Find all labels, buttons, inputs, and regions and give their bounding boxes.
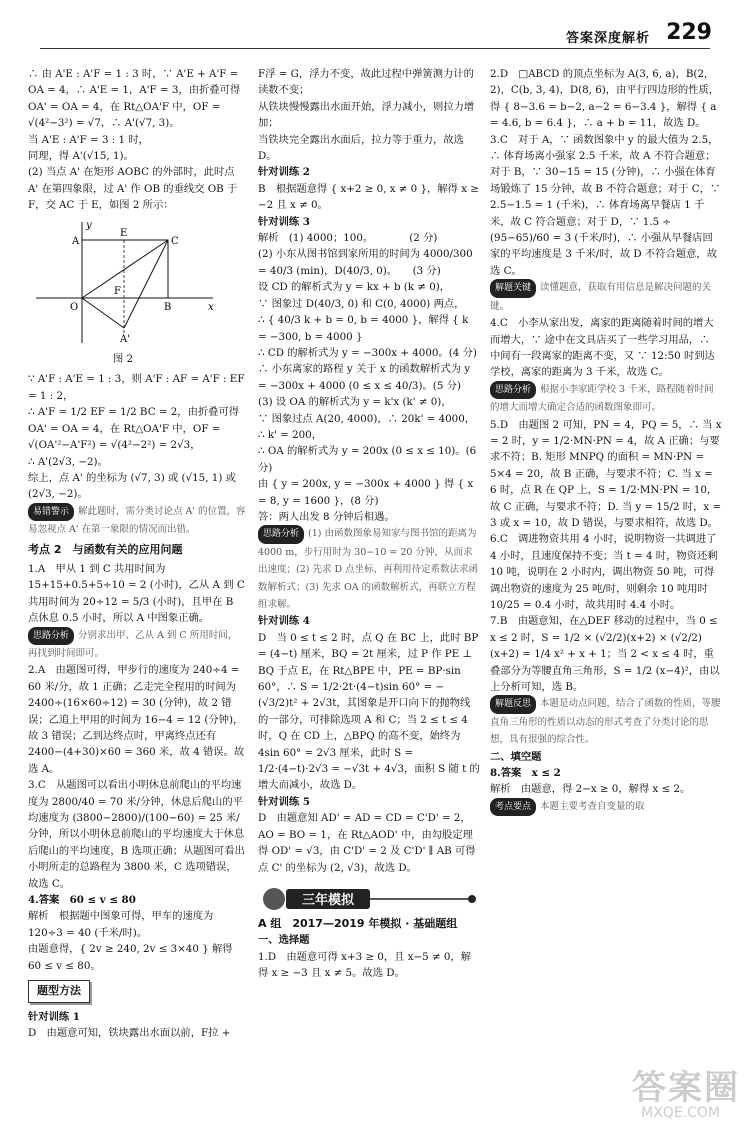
c1-p6: ∴ A'F = 1/2 EF = 1/2 BC = 2，由折叠可得 — [28, 406, 240, 419]
analysis-tag-1: 思路分析 — [28, 627, 74, 645]
warning-tag: 易错警示 — [28, 503, 74, 521]
c1-q4: 4.答案 60 ≤ v ≤ 80 — [28, 894, 136, 907]
watermark-url: MXQE.COM — [641, 1105, 720, 1121]
analysis-tag-2: 思路分析 — [258, 525, 304, 543]
page-header — [0, 0, 750, 50]
t3j: ∴ k' = 200， — [258, 428, 323, 441]
c1-q4b: 由题意得，{ 2v ≥ 240, 2v ≤ 3×40 } 解得 60 ≤ v ≤ 80。 — [28, 943, 233, 972]
c2-p3: 当铁块完全露出水面后，拉力等于重力，故选 D。 — [258, 133, 464, 163]
reflect-text: 本题是动点问题，结合了函数的性质，等腰直角三角形的性质以动态的形式考查了分类讨论的思想，具有很强的综合性。 — [490, 698, 721, 746]
training-5-answer: D 由题意知 AD' = AD = CD = C'D' = 2，AO = BO = 1，在 Rt△AOD' 中，由勾股定理得 OD' = √3，由 C'D' = 2 及 C'D' ∥ AB 可得点 C' 的坐标为 (2, √3)，故选 D。 — [258, 812, 476, 874]
fig-label-A-prime: A' — [120, 333, 130, 345]
t3i: ∵ 图象过点 A(20, 4000)，∴ 20k' = 4000， — [258, 412, 476, 425]
t3h: (3) 设 OA 的解析式为 y = k'x (k' ≠ 0)， — [258, 396, 452, 409]
training-3-title: 针对训练 3 — [258, 215, 310, 228]
fig-label-O: O — [70, 301, 79, 313]
training-4-title: 针对训练 4 — [258, 615, 310, 628]
t3b: (2) 小东从图书馆到家所用的时间为 4000/300 = 40/3 (min)，D(40/3, 0)。 (3 分) — [258, 248, 473, 277]
fig-label-B: B — [164, 301, 172, 313]
t3a: 解析 (1) 4000；100。 (2 分) — [258, 232, 438, 245]
point-tag: 考点要点 — [490, 798, 536, 816]
analysis-text-3: 根据小李家距学校 3 千米，路程随着时间的增大而增大确定合适的函数图象即可。 — [490, 383, 714, 414]
section-fill: 二、填空题 — [490, 750, 542, 763]
training-2-answer: B 根据题意得 { x+2 ≥ 0, x ≠ 0 }，解得 x ≥ −2 且 x ≠ 0。 — [258, 182, 479, 212]
t3g: ∴ 小东离家的路程 y 关于 x 的函数解析式为 y = −300x + 4000 (0 ≤ x ≤ 40/3)。(5 分) — [258, 363, 471, 392]
c1-q4a: 解析 根据题中图象可得，甲车的速度为 120÷3 = 40 (千米/时)。 — [28, 910, 214, 939]
c1-q3: 3.C 从题图可以看出小明休息前爬山的平均速度为 2800/40 = 70 米/分钟，休息后爬山的平均速度为 (3800−2800)/(100−60) = 25 米/分钟，所以小明休息前爬山的平均速度大于休息后爬山的平均速度，B 选项正确；从题图可看出小明所走的总路程为 3800 米，C 选项错误，故选 C。 — [28, 779, 245, 890]
c1-q1: 1.A 甲从 1 到 C 共用时间为 15+15+0.5+5÷10 = 2 (小时)，乙从 A 到 C 共用时间为 20÷12 = 5/3 (小时)，且甲在 B 点休息 0.5 小时，所以 A 中图象正确。 — [28, 562, 245, 625]
c3-q7: 7.B 由题意知，在△DEF 移动的过程中，当 0 ≤ x ≤ 2 时，S = 1/2 × (√2/2)(x+2) × (√2/2)(x+2) = 1/4 x² + x + 1；当 2 < x ≤ 4 时，重叠部分为等腰直角三角形，S = 1/2 (x−4)²，由以上分析可知，选 B。 — [490, 615, 720, 694]
section-choice: 一、选择题 — [258, 934, 310, 947]
figure-2-caption: 图 2 — [112, 353, 134, 366]
analysis-text-1: 分别求出甲、乙从 A 到 C 所用时间，再找到时间即可。 — [28, 629, 238, 659]
fig-label-C: C — [171, 235, 179, 247]
c2-p1: F浮 = G，浮力不变，故此过程中弹簧测力计的读数不变； — [258, 68, 474, 97]
section-kaodian-2: 考点 2 与函数有关的应用问题 — [28, 542, 183, 556]
reflect-tag: 解题反思 — [490, 695, 536, 713]
c2-q1: 1.D 由题意可得 x+3 ≥ 0，且 x−5 ≠ 0，解得 x ≥ −3 且 x ≠ 5。故选 D。 — [258, 950, 472, 980]
column-1 — [28, 66, 246, 1041]
fig-label-F: F — [114, 285, 121, 297]
training-5-title: 针对训练 5 — [258, 795, 310, 808]
c3-q8a: 解析 由题意，得 2−x ≥ 0，解得 x ≤ 2。 — [490, 783, 691, 796]
analysis-text-2: (1) 由函数图象易知家与图书馆的距离为 4000 m，步行用时为 30−10 = 20 分钟，从而求出速度；(2) 先求 D 点坐标，再利用待定系数法求函数解析式；(3) 先求 OA 的函数解析式，再联立方程组求解。 — [258, 528, 479, 610]
c1-p5: ∵ A'F : A'E = 1 : 3，则 A'F : AF = A'F : EF = 1 : 2， — [28, 373, 245, 402]
page-number: 229 — [666, 20, 712, 45]
t3e: ∴ { 40/3 k + b = 0, b = 4000 }，解得 { k = −300, b = 4000 } — [258, 314, 469, 343]
c3-q6: 6.C 调进物资共用 4 小时，说明物资一共调进了 4 小时，且速度保持不变；当 t = 4 时，物资还剩 10 吨，说明在 2 小时内，调出物资 50 吨，可得调出物资的速度为 25 吨/时，则剩余 10 吨用时 10/25 = 0.4 小时，故共用时 4.4 小时。 — [490, 533, 718, 611]
c3-q5: 5.D 由题图 2 可知，PN = 4，PQ = 5，∴ 当 x = 2 时，y = 1/2·MN·PN = 4，故 A 正确；与要求不符；B. 矩形 MNPQ 的面积 = MN·PN = 5×4 = 20，故 B 正确，与要求不符；C. 当 x = 6 时，点 R 在 QP 上，S = 1/2·MN·PN = 10，故 C 正确，与要求不符；D. 当 y = 15/2 时，x = 3 或 x = 10，故 D 错误，与要求相符，故选 D。 — [490, 418, 722, 529]
t3f: ∴ CD 的解析式为 y = −300x + 4000。(4 分) — [258, 346, 477, 359]
header-title: 答案深度解析 — [565, 31, 650, 46]
analysis-tag-3: 思路分析 — [490, 381, 536, 399]
c1-p7: OA' = OA = 4，在 Rt△OA'F 中，OF = √(OA'²−A'F²) = √(4²−2²) = 2√3， — [28, 422, 221, 452]
header-rule — [40, 48, 710, 49]
fig-label-x: x — [208, 301, 214, 313]
fig-label-A: A — [72, 235, 80, 247]
watermark-logo: 答案圈 — [632, 1068, 740, 1108]
point-text: 本题主要考查自变量的取 — [540, 800, 645, 812]
c1-q2: 2.A 由题图可得，甲步行的速度为 240÷4 = 60 米/分，故 1 正确；乙走完全程用的时间为 2400÷(16×60÷12) = 30 (分钟)，故 2 错误；乙追上甲用的时间为 16−4 = 12 (分钟)，故 3 错误；乙到达终点时，甲离终点还有 2400−(4+30)×60 = 360 米，故 4 错误。故选 A。 — [28, 664, 245, 775]
three-year-banner — [258, 886, 480, 912]
column-2 — [258, 66, 480, 982]
c2-p2: 从铁块慢慢露出水面开始，浮力减小，则拉力增加； — [258, 100, 475, 130]
c1-p2: 当 A'E : A'F = 3 : 1 时， — [28, 133, 149, 146]
warning-text: 解此题时，需分类讨论点 A' 的位置，容易忽视点 A' 在第一象限的情况而出错。 — [28, 505, 246, 536]
c1-p9: 综上，点 A' 的坐标为 (√7, 3) 或 (√15, 1) 或 (2√3, −2)。 — [28, 471, 236, 501]
group-a-title: A 组 2017—2019 年模拟 · 基础题组 — [258, 916, 458, 930]
t3c: 设 CD 的解析式为 y = kx + b (k ≠ 0)， — [258, 281, 451, 294]
figure-2 — [28, 218, 246, 368]
c1-p4: (2) 当点 A' 在矩形 AOBC 的外部时，此时点 A' 在第四象限，过 A' 作 OB 的垂线交 OB 于 F，交 AC 于 E，如图 2 所示： — [28, 166, 238, 212]
c3-q2: 2.D □ABCD 的顶点坐标为 A(3, 6, a)，B(2, 2)，C(b, 3, 4)，D(8, 6)，由平行四边形的性质，得 { 8−3.6 = b−2, a−2 = 6−3.4 }，解得 { a = 4.6, b = 6.4 }，∴ a + b = 11，故选 D。 — [490, 68, 720, 130]
c1-p8: ∴ A'(2√3, −2)。 — [28, 455, 108, 468]
c3-q3: 3.C 对于 A，∵ 函数图象中 y 的最大值为 2.5，∴ 体育场离小强家 2.5 千米，故 A 不符合题意；对于 B，∵ 30−15 = 15 (分钟)，∴ 小强在体育场锻炼了 15 分钟，故 B 不符合题意；对于 C，∵ 2.5−1.5 = 1 (千米)，∴ 体育场离早餐店 1 千米，故 C 符合题意；对于 D，∵ 1.5 ÷ (95−65)/60 = 3 (千米/时)，∴ 小强从早餐店回家的平均速度是 3 千米/时，故 D 不符合题意，故选 C。 — [490, 133, 721, 277]
c1-p1: ∴ 由 A'E : A'F = 1 : 3 时，∵ A'E + A'F = OA = 4，∴ A'E = 1，A'F = 3，由折叠可得 OA' = OA = 4，在 Rt△OA'F 中，OF = √(4²−3²) = √7，∴ A'(√7, 3)。 — [28, 68, 241, 130]
column-3 — [490, 66, 722, 816]
t3l: 由 { y = 200x, y = −300x + 4000 } 得 { x = 8, y = 1600 }，(8 分) — [258, 478, 474, 507]
figure-2-diagram — [28, 218, 218, 346]
t3m: 答：两人出发 8 分钟后相遇。 — [258, 510, 395, 523]
fig-label-E: E — [120, 227, 128, 239]
t3d: ∵ 图象过 D(40/3, 0) 和 C(0, 4000) 两点， — [258, 297, 465, 310]
banner-text: 三年模拟 — [301, 892, 355, 908]
training-2-title: 针对训练 2 — [258, 166, 310, 179]
training-1-answer: D 由题意可知，铁块露出水面以前，F拉 + — [28, 1026, 231, 1039]
c3-q4: 4.C 小李从家出发，离家的距离随着时间的增大而增大，∵ 途中在文具店买了一些学习用品，∴ 中间有一段离家的距离不变，又 ∵ 12:50 时到达学校，离家的距离为 3 千米，故选 C。 — [490, 317, 715, 379]
training-1-title: 针对训练 1 — [28, 1010, 80, 1023]
training-4-answer: D 当 0 ≤ t ≤ 2 时，点 Q 在 BC 上，此时 BP = (4−t) 厘米，BQ = 2t 厘米，过 P 作 PE ⊥ BQ 于点 E，在 Rt△BPE 中，PE = BP·sin 60°，∴ S = 1/2·2t·(4−t)sin 60° = −(√3/2)t² + 2√3t，其图象是开口向下的抛物线的一部分，可排除选项 A 和 C；当 2 ≤ t ≤ 4 时，Q 在 CD 上，△BPQ 的高不变，始终为 4sin 60° = 2√3 厘米，此时 S = 1/2·(4−t)·2√3 = −√3t + 4√3，面积 S 随 t 的增大而减小，故选 D。 — [258, 631, 480, 792]
t3k: ∴ OA 的解析式为 y = 200x (0 ≤ x ≤ 10)。(6 分) — [258, 445, 477, 474]
method-box: 题型方法 — [28, 980, 90, 1002]
key-tag: 解题关键 — [490, 279, 536, 297]
c1-p3: 同理，得 A'(√15, 1)。 — [28, 150, 134, 163]
key-text: 读懂题意，获取有用信息是解决问题的关键。 — [490, 282, 712, 312]
fig-label-y: y — [86, 219, 92, 231]
c3-q8: 8.答案 x ≤ 2 — [490, 767, 561, 780]
